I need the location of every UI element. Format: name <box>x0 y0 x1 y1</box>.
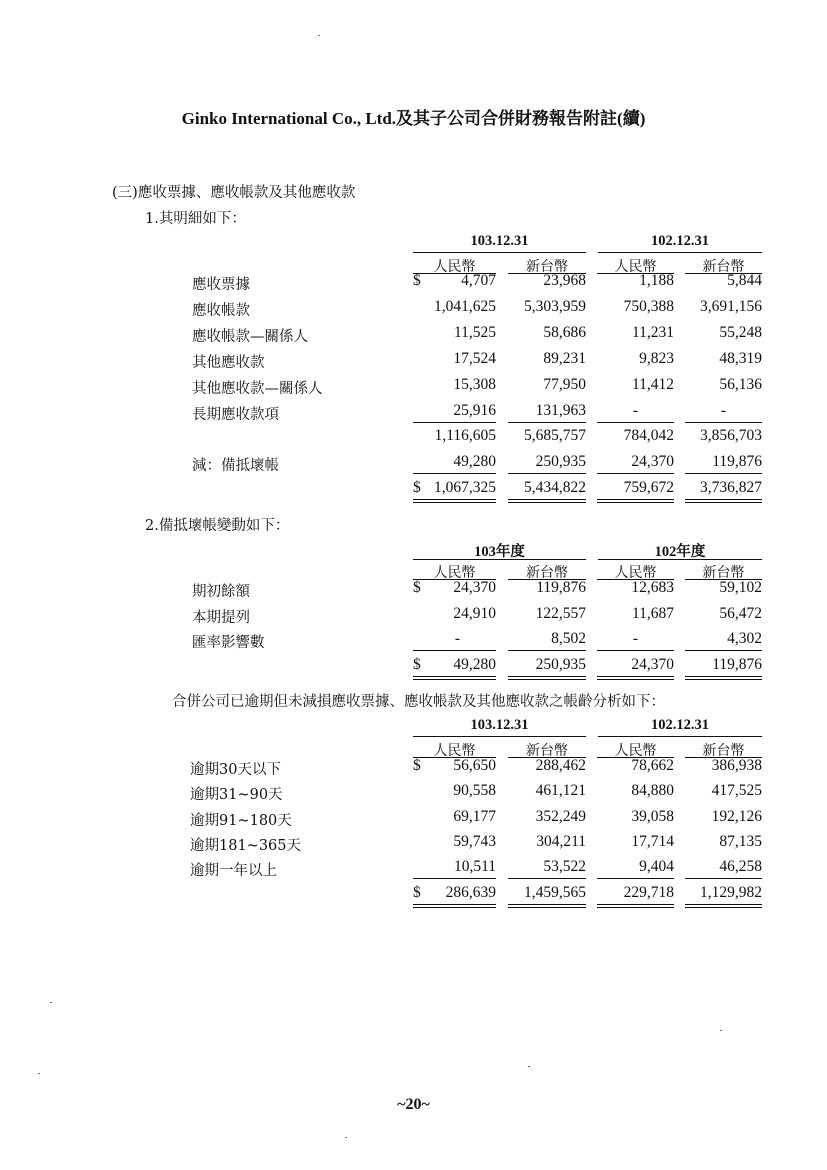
amount-cell: 5,844 <box>727 272 762 289</box>
row-label: 其他應收款—關係人 <box>192 380 323 397</box>
amount-cell: 1,129,982 <box>700 883 762 901</box>
row-label: 逾期181~365天 <box>190 837 302 854</box>
subtotal-underline <box>685 878 762 879</box>
subtotal-underline <box>508 650 586 651</box>
subtotal-underline <box>597 473 674 474</box>
total-double-underline <box>597 676 674 680</box>
amount-cell: - <box>454 630 460 647</box>
dollar-sign: $ <box>413 655 421 673</box>
amount-cell: 784,042 <box>623 427 674 445</box>
period-underline <box>598 736 762 737</box>
currency-header: 人民幣 <box>614 565 657 581</box>
amount-cell: 59,102 <box>719 579 762 596</box>
row-label: 逾期一年以上 <box>190 863 277 880</box>
amount-cell: 49,280 <box>453 453 496 471</box>
amount-cell: 3,691,156 <box>700 297 762 315</box>
total-double-underline <box>508 676 586 680</box>
currency-header: 新台幣 <box>702 743 745 759</box>
amount-cell: 24,370 <box>631 655 674 673</box>
amount-cell: 87,135 <box>719 832 762 850</box>
currency-header: 新台幣 <box>702 565 745 581</box>
subtotal-underline <box>597 878 674 879</box>
scan-speck <box>345 1137 347 1138</box>
amount-cell: 56,650 <box>453 757 496 774</box>
row-label: 匯率影響數 <box>192 635 265 651</box>
subtotal-underline <box>413 422 496 423</box>
total-double-underline <box>597 904 674 908</box>
amount-cell: 4,707 <box>461 272 496 289</box>
currency-header: 人民幣 <box>433 565 476 581</box>
amount-cell: 11,412 <box>631 375 674 393</box>
amount-cell: 1,188 <box>639 272 674 289</box>
row-label: 本期提列 <box>192 609 250 626</box>
amount-cell: 78,662 <box>631 757 674 774</box>
amount-cell: 84,880 <box>631 782 674 800</box>
period-underline <box>598 559 762 560</box>
currency-header: 新台幣 <box>702 259 745 275</box>
scan-speck <box>318 35 320 36</box>
period-header: 102.12.31 <box>651 717 709 733</box>
period-underline <box>413 252 586 253</box>
amount-cell: 1,041,625 <box>434 297 496 315</box>
row-label: 長期應收款項 <box>192 406 279 423</box>
scan-speck <box>38 1073 40 1074</box>
row-label: 逾期31~90天 <box>190 787 283 804</box>
amount-cell: 17,714 <box>631 832 674 850</box>
row-label: 應收帳款—關係人 <box>192 328 308 345</box>
amount-cell: 49,280 <box>453 655 496 673</box>
amount-cell: 48,319 <box>719 349 762 367</box>
amount-cell: 77,950 <box>543 375 586 393</box>
row-label: 其他應收款 <box>192 354 265 371</box>
amount-cell: - <box>720 401 726 419</box>
total-double-underline <box>413 676 496 680</box>
amount-cell: 122,557 <box>535 604 586 622</box>
amount-cell: 119,876 <box>536 579 586 596</box>
currency-header: 人民幣 <box>433 259 476 275</box>
amount-cell: 288,462 <box>535 757 586 774</box>
total-double-underline <box>508 499 586 503</box>
currency-header: 人民幣 <box>433 743 476 759</box>
dollar-sign: $ <box>413 579 421 596</box>
amount-cell: 9,404 <box>639 858 674 876</box>
amount-cell: 229,718 <box>623 883 674 901</box>
subtotal-underline <box>508 473 586 474</box>
row-label: 逾期30天以下 <box>190 762 281 778</box>
amount-cell: 250,935 <box>535 453 586 471</box>
amount-cell: 8,502 <box>551 630 586 647</box>
amount-cell: 10,511 <box>453 858 496 876</box>
amount-cell: 55,248 <box>719 323 762 341</box>
amount-cell: 90,558 <box>453 782 496 800</box>
currency-header: 新台幣 <box>526 259 568 275</box>
row-label: 逾期91~180天 <box>190 812 292 829</box>
amount-cell: 119,876 <box>712 655 762 673</box>
amount-cell: - <box>632 401 638 419</box>
subsection-heading: 合併公司已逾期但未減損應收票據、應收帳款及其他應收款之帳齡分析如下： <box>172 694 665 710</box>
subtotal-underline <box>597 650 674 651</box>
total-double-underline <box>597 499 674 503</box>
amount-cell: - <box>632 630 638 647</box>
row-label: 應收帳款 <box>192 302 250 319</box>
period-header: 103.12.31 <box>470 233 529 249</box>
amount-cell: 23,968 <box>543 272 586 289</box>
currency-header: 人民幣 <box>614 259 657 275</box>
subtotal-underline <box>685 473 762 474</box>
amount-cell: 386,938 <box>711 757 762 774</box>
amount-cell: 119,876 <box>712 453 762 471</box>
amount-cell: 25,916 <box>453 401 496 419</box>
amount-cell: 11,231 <box>631 323 674 341</box>
amount-cell: 9,823 <box>639 349 674 367</box>
period-header: 102.12.31 <box>651 233 709 249</box>
amount-cell: 759,672 <box>623 479 674 497</box>
subsection-heading: 1.其明細如下： <box>145 211 246 227</box>
scan-speck <box>50 1002 52 1003</box>
period-header: 103年度 <box>474 544 525 560</box>
amount-cell: 89,231 <box>543 349 586 367</box>
subtotal-underline <box>597 422 674 423</box>
amount-cell: 17,524 <box>453 349 496 367</box>
amount-cell: 39,058 <box>631 807 674 825</box>
row-label: 應收票據 <box>192 277 250 293</box>
amount-cell: 192,126 <box>711 807 762 825</box>
subtotal-underline <box>508 878 586 879</box>
row-label: 減：備抵壞帳 <box>192 458 279 475</box>
row-label: 期初餘額 <box>192 584 250 600</box>
subtotal-underline <box>413 878 496 879</box>
amount-cell: 12,683 <box>631 579 674 596</box>
amount-cell: 58,686 <box>543 323 586 341</box>
amount-cell: 11,687 <box>631 604 674 622</box>
amount-cell: 750,388 <box>623 297 674 315</box>
subtotal-underline <box>685 422 762 423</box>
section-heading: (三)應收票據、應收帳款及其他應收款 <box>112 185 356 201</box>
amount-cell: 1,459,565 <box>524 883 586 901</box>
period-underline <box>413 559 586 560</box>
amount-cell: 11,525 <box>453 323 496 341</box>
subsection-heading: 2.備抵壞帳變動如下： <box>145 518 290 534</box>
amount-cell: 3,736,827 <box>700 479 762 497</box>
dollar-sign: $ <box>413 883 421 901</box>
amount-cell: 1,116,605 <box>434 427 496 445</box>
amount-cell: 3,856,703 <box>700 427 762 445</box>
amount-cell: 5,303,959 <box>524 297 586 315</box>
amount-cell: 69,177 <box>453 807 496 825</box>
dollar-sign: $ <box>413 757 421 774</box>
amount-cell: 131,963 <box>535 401 586 419</box>
total-double-underline <box>685 904 762 908</box>
amount-cell: 53,522 <box>543 858 586 876</box>
amount-cell: 286,639 <box>445 883 496 901</box>
currency-header: 新台幣 <box>526 565 568 581</box>
subtotal-underline <box>685 650 762 651</box>
amount-cell: 15,308 <box>453 375 496 393</box>
scan-speck <box>720 1030 722 1031</box>
amount-cell: 24,370 <box>453 579 496 596</box>
total-double-underline <box>685 499 762 503</box>
amount-cell: 4,302 <box>727 630 762 647</box>
total-double-underline <box>413 499 496 503</box>
amount-cell: 24,910 <box>453 604 496 622</box>
dollar-sign: $ <box>413 479 421 497</box>
amount-cell: 46,258 <box>719 858 762 876</box>
amount-cell: 461,121 <box>535 782 586 800</box>
subtotal-underline <box>413 650 496 651</box>
subtotal-underline <box>413 473 496 474</box>
amount-cell: 352,249 <box>535 807 586 825</box>
dollar-sign: $ <box>413 272 421 289</box>
amount-cell: 417,525 <box>711 782 762 800</box>
scan-speck <box>528 1066 530 1067</box>
amount-cell: 250,935 <box>535 655 586 673</box>
page-number: ~20~ <box>397 1096 430 1113</box>
amount-cell: 56,136 <box>719 375 762 393</box>
total-double-underline <box>685 676 762 680</box>
page-title: Ginko International Co., Ltd.及其子公司合併財務報告附註(續) <box>181 109 646 128</box>
amount-cell: 56,472 <box>719 604 762 622</box>
amount-cell: 59,743 <box>453 832 496 850</box>
amount-cell: 5,434,822 <box>524 479 586 497</box>
amount-cell: 24,370 <box>631 453 674 471</box>
amount-cell: 1,067,325 <box>434 479 496 497</box>
subtotal-underline <box>508 422 586 423</box>
period-underline <box>598 252 762 253</box>
amount-cell: 5,685,757 <box>524 427 586 445</box>
period-header: 102年度 <box>654 544 706 560</box>
currency-header: 新台幣 <box>526 743 568 759</box>
total-double-underline <box>508 904 586 908</box>
period-header: 103.12.31 <box>470 717 529 733</box>
currency-header: 人民幣 <box>614 743 657 759</box>
amount-cell: 304,211 <box>536 832 586 850</box>
period-underline <box>413 736 586 737</box>
total-double-underline <box>413 904 496 908</box>
